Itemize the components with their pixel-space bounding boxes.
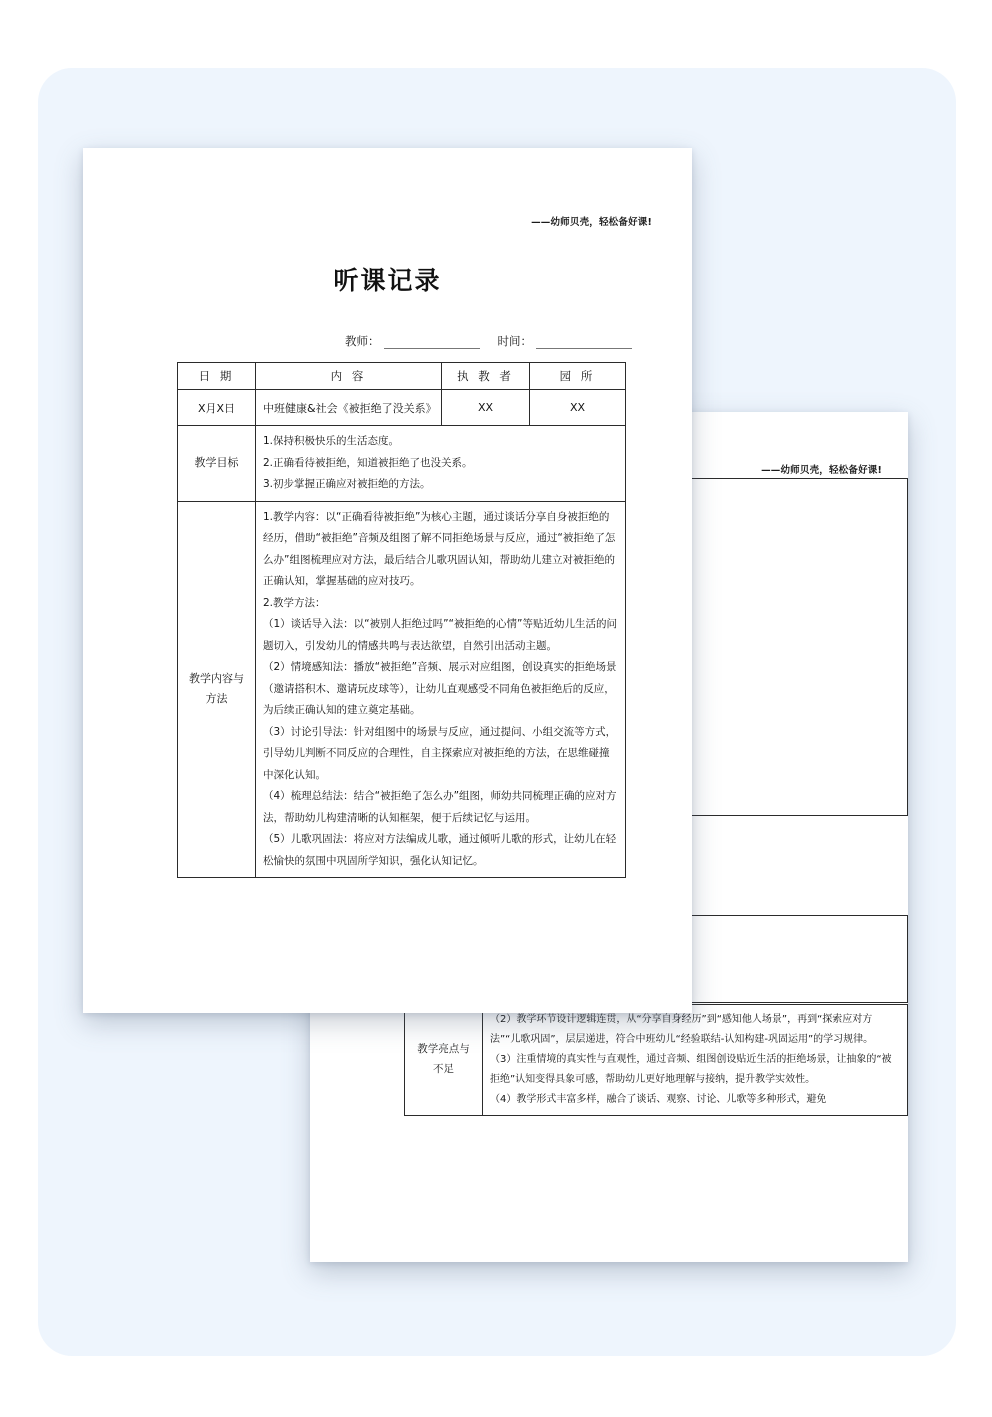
table-row: [405, 1005, 908, 1116]
objective-item: 2.正确看待被拒绝，知道被拒绝了也没关系。: [263, 456, 473, 469]
method-item: 2.教学方法：: [263, 596, 326, 609]
highlight-item: （3）注重情境的真实性与直观性，通过音频、组图创设贴近生活的拒绝场景，让抽象的“被拒绝”认知变得具象可感，帮助幼儿更好地理解与接纳，提升教学实效性。: [490, 1054, 892, 1085]
cell-content: 中班健康&社会《被拒绝了没关系》: [256, 390, 442, 426]
content-method-body: [256, 501, 626, 878]
cell-date: X月X日: [178, 390, 256, 426]
method-item: 1.教学内容：以“正确看待被拒绝”为核心主题，通过谈话分享自身被拒绝的经历，借助“被拒绝”音频及组图了解不同拒绝场景与反应，通过“被拒绝了怎么办”组图梳理应对方法，最后结合儿歌巩固认知，帮助幼儿建立对被拒绝的正确认知，掌握基础的应对技巧。: [263, 510, 616, 588]
method-item: （1）谈话导入法：以“被别人拒绝过吗”“被拒绝的心情”等贴近幼儿生活的问题切入，引发幼儿的情感共鸣与表达欲望，自然引出活动主题。: [263, 618, 617, 652]
document-page-1[interactable]: [83, 148, 692, 1013]
highlights-label-line1: 教学亮点与: [417, 1043, 470, 1056]
objective-item: 1.保持积极快乐的生活态度。: [263, 435, 400, 447]
header-date: 日 期: [178, 363, 256, 390]
method-item: （4）梳理总结法：结合“被拒绝了怎么办”组图，师幼共同梳理正确的应对方法，帮助幼儿构建清晰的认知框架，便于后续记忆与运用。: [263, 790, 617, 824]
header-content: 内 容: [256, 363, 442, 390]
page-1-inner: [83, 148, 692, 1013]
highlights-row-label: [405, 1005, 483, 1116]
highlights-row-body: [483, 1005, 908, 1116]
highlight-item: （2）教学环节设计逻辑连贯，从“分享自身经历”到“感知他人场景”，再到“探索应对方法”“儿歌巩固”，层层递进，符合中班幼儿“经验联结-认知构建-巩固运用”的学习规律。: [490, 1014, 874, 1045]
objective-item: 3.初步掌握正确应对被拒绝的方法。: [263, 478, 431, 491]
highlights-label-line2: 不足: [433, 1063, 454, 1075]
objectives-label: 教学目标: [178, 426, 256, 502]
lesson-record-table: [177, 362, 626, 878]
header-teacher: 执 教 者: [442, 363, 530, 390]
table-row: [178, 501, 626, 878]
header-kindergarten: 园 所: [530, 363, 626, 390]
time-blank-line[interactable]: [536, 337, 632, 349]
cell-kindergarten: XX: [530, 390, 626, 426]
content-method-label: [178, 501, 256, 878]
objectives-body: [256, 426, 626, 502]
time-label: 时间：: [497, 334, 532, 348]
meta-fields: [345, 333, 650, 349]
brand-tagline: ——幼师贝壳，轻松备好课!: [531, 217, 652, 228]
table-row: [178, 426, 626, 502]
method-item: （3）讨论引导法：针对组图中的场景与反应，通过提问、小组交流等方式，引导幼儿判断不同反应的合理性，自主探索应对被拒绝的方法，在思维碰撞中深化认知。: [263, 725, 617, 781]
brand-tagline-page2: ——幼师贝壳，轻松备好课!: [761, 465, 882, 476]
content-method-label-line1: 教学内容与: [189, 671, 244, 685]
page-title: 听课记录: [333, 266, 442, 295]
method-item: （2）情境感知法：播放“被拒绝”音频、展示对应组图，创设真实的拒绝场景（邀请搭积木、邀请玩皮球等），让幼儿直观感受不同角色被拒绝后的反应，为后续正确认知的建立奠定基础。: [263, 661, 617, 717]
table-header-row: [178, 363, 626, 390]
teacher-label: 教师：: [345, 334, 380, 348]
table-row: [178, 390, 626, 426]
highlights-table-visible: [404, 1004, 908, 1116]
highlight-item: （4）教学形式丰富多样，融合了谈话、观察、讨论、儿歌等多种形式，避免: [490, 1094, 827, 1105]
teacher-blank-line[interactable]: [384, 337, 480, 349]
content-method-label-line2: 方法: [205, 692, 228, 706]
cell-teacher: XX: [442, 390, 530, 426]
method-item: （5）儿歌巩固法：将应对方法编成儿歌，通过倾听儿歌的形式，让幼儿在轻松愉快的氛围中巩固所学知识，强化认知记忆。: [263, 833, 617, 867]
